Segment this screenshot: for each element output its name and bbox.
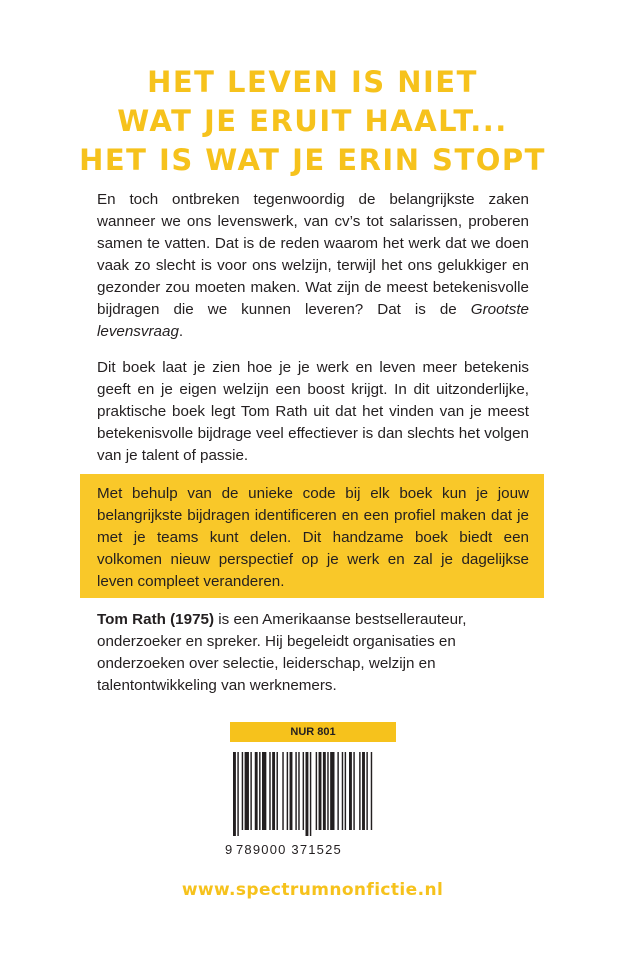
barcode-bar (316, 752, 317, 830)
barcode-bar (233, 752, 236, 836)
barcode-image (225, 752, 377, 836)
barcode (225, 752, 377, 836)
barcode-bar (245, 752, 249, 830)
barcode-bar (237, 752, 238, 836)
intro-paragraph (97, 189, 529, 343)
barcode-bar (303, 752, 304, 830)
headline-line-1: HET LEVEN IS NIET (147, 65, 478, 99)
intro-end: . (178, 323, 184, 340)
barcode-bar (359, 752, 360, 830)
author-bio (97, 609, 529, 697)
intro-text: En toch ontbreken tegenwoordig de belangrijkste zaken wanneer we ons levenswerk, van cv’s tot salarissen, proberen samen te vatten. Dat is de reden waarom het werk dat we doen vaak zo slecht is voor ons welzijn, terwijl het ons gelukkiger en gezonder zou moeten maken. Wat zijn de meest betekenisvolle bijdragen die we kunnen leveren? Dat is de (97, 191, 529, 318)
barcode-bar (242, 752, 243, 830)
barcode-bar (250, 752, 251, 830)
barcode-bar (306, 752, 309, 836)
barcode-bar (262, 752, 266, 830)
highlight-text: Met behulp van de unieke code bij elk boek kun je jouw belangrijkste bijdragen identificeren en een profiel maken dat je met je teams kunt delen. Dit handzame boek biedt een volkomen nieuw perspectief op je werk en zal je dagelijkse leven compleet veranderen. (97, 485, 529, 590)
barcode-bar (323, 752, 326, 830)
barcode-bar (349, 752, 352, 830)
intro-emphasis: Grootste levensvraag (97, 301, 529, 340)
headline (0, 63, 625, 180)
barcode-bar (269, 752, 270, 830)
barcode-bar (353, 752, 354, 830)
barcode-bar (295, 752, 296, 830)
barcode-bar (362, 752, 365, 830)
barcode-bar (345, 752, 346, 830)
barcode-bar (290, 752, 293, 830)
barcode-bar (255, 752, 258, 830)
barcode-bar (319, 752, 322, 830)
barcode-bar (272, 752, 275, 830)
isbn-digits: 789000 371525 (236, 842, 342, 857)
barcode-bar (259, 752, 260, 830)
barcode-bar (310, 752, 311, 836)
barcode-bar (327, 752, 328, 830)
headline-line-2: WAT JE ERUIT HAALT... (117, 104, 508, 138)
isbn-lead-digit: 9 (225, 842, 233, 857)
barcode-bar (371, 752, 372, 830)
barcode-bar (298, 752, 299, 830)
description-paragraph: Dit boek laat je zien hoe je je werk en leven meer betekenis geeft en je eigen welzijn een boost krijgt. In dit uitzonderlijke, praktische boek legt Tom Rath uit dat het vinden van je meest betekenisvolle bijdrage veel effectiever is dan slechts het volgen van je talent of passie. (97, 359, 529, 464)
barcode-bar (366, 752, 367, 830)
website-url: www.spectrumnonfictie.nl (181, 880, 444, 900)
barcode-bar (330, 752, 334, 830)
barcode-bar (342, 752, 343, 830)
barcode-bar (337, 752, 338, 830)
nur-label: NUR 801 (230, 722, 396, 742)
author-name: Tom Rath (1975) (97, 611, 215, 628)
author-bio-text: is een Amerikaanse bestsellerauteur, onderzoeker en spreker. Hij begeleidt organisaties en onderzoeken over selectie, leiderschap, welzijn en talentontwikkeling van werknemers. (97, 611, 467, 694)
barcode-bar (277, 752, 278, 830)
headline-line-3: HET IS WAT JE ERIN STOPT (79, 143, 546, 177)
barcode-bar (287, 752, 288, 830)
barcode-bar (282, 752, 283, 830)
